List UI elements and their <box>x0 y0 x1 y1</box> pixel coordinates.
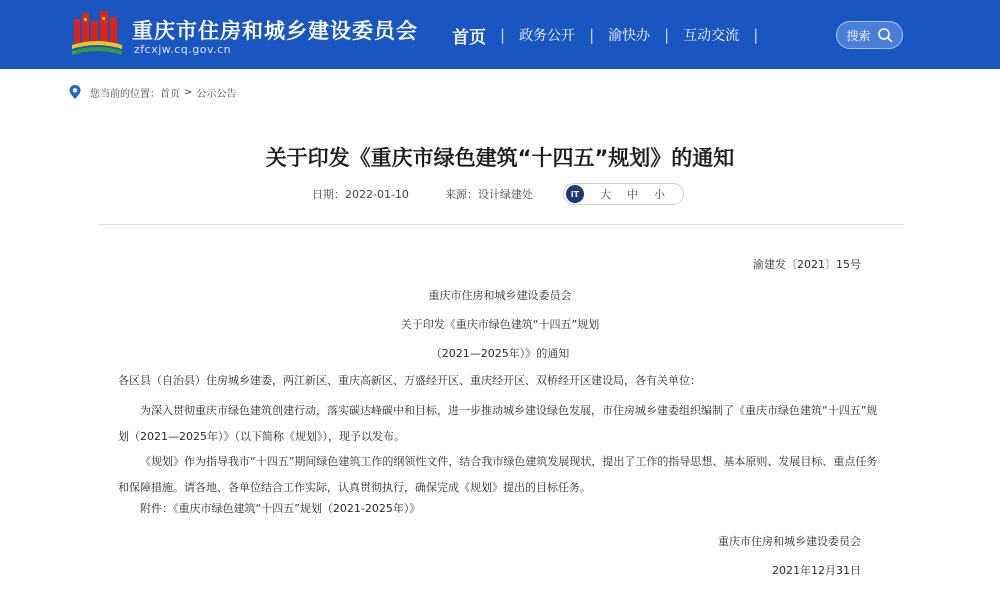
document-issuer: 重庆市住房和城乡建设委员会 <box>428 289 572 302</box>
breadcrumb-home[interactable]: 首页 <box>160 88 180 100</box>
breadcrumb-prefix: 您当前的位置： <box>90 88 160 100</box>
font-size-medium[interactable]: 中 <box>626 188 638 201</box>
document-subtitle-line-1: 关于印发《重庆市绿色建筑“十四五”规划 <box>400 318 600 331</box>
publish-date: 日期：2022-01-10 <box>312 188 409 201</box>
font-size-large[interactable]: 大 <box>599 188 611 201</box>
nav-separator: | <box>664 26 670 44</box>
search-button[interactable] <box>836 21 903 49</box>
nav-separator: | <box>753 26 759 44</box>
article-source: 来源：设计绿建处 <box>444 188 533 201</box>
breadcrumb-separator: > <box>184 86 193 98</box>
nav-separator: | <box>589 26 595 44</box>
nav-home[interactable]: 首页 <box>452 27 486 48</box>
search-label: 搜索 <box>846 28 871 43</box>
document-attachment: 附件：《重庆市绿色建筑“十四五”规划（2021-2025年）》 <box>140 502 421 515</box>
breadcrumb-announcements[interactable]: 公示公告 <box>196 88 237 100</box>
document-paragraph-1: 为深入贯彻重庆市绿色建筑创建行动，落实碳达峰碳中和目标，进一步推动城乡建设绿色发展，市住房城乡建委组织编制了《重庆市绿色建筑“十四五”规划（2021—2025年）》（以下简称《规划》），现予以发布。 <box>118 404 878 443</box>
divider <box>98 224 904 225</box>
nav-interaction[interactable]: 互动交流 <box>683 28 740 44</box>
search-icon <box>877 27 893 43</box>
document-sign-date: 2021年12月31日 <box>772 564 861 577</box>
main-nav <box>452 22 772 48</box>
location-pin-icon <box>68 84 82 100</box>
font-size-switcher <box>563 183 684 205</box>
site-domain: zfcxjw.cq.gov.cn <box>134 43 232 56</box>
document-subtitle-line-2: （2021—2025年）》的通知 <box>430 347 570 360</box>
font-size-icon: iT <box>566 185 584 203</box>
article-title: 关于印发《重庆市绿色建筑“十四五”规划》的通知 <box>265 146 735 170</box>
site-title[interactable]: 重庆市住房和城乡建设委员会 <box>132 19 418 43</box>
document-addressee: 各区县（自治县）住房城乡建委，两江新区、重庆高新区、万盛经开区、重庆经开区、双桥经开区建设局，各有关单位： <box>118 374 701 387</box>
logo-emblem-icon[interactable] <box>70 9 124 59</box>
article-meta <box>312 183 684 205</box>
document-paragraph-2: 《规划》作为指导我市“十四五”期间绿色建筑工作的纲领性文件，结合我市绿色建筑发展现状，提出了工作的指导思想、基本原则、发展目标、重点任务和保障措施。请各地、各单位结合工作实际，认真贯彻执行，确保完成《规划》提出的目标任务。 <box>118 455 878 494</box>
document-number: 渝建发〔2021〕15号 <box>753 258 861 271</box>
font-size-small[interactable]: 小 <box>653 188 665 201</box>
site-header <box>0 0 1000 69</box>
nav-yukuaiban[interactable]: 渝快办 <box>608 28 651 44</box>
nav-government-affairs[interactable]: 政务公开 <box>519 28 576 44</box>
nav-separator: | <box>500 26 506 44</box>
document-signature: 重庆市住房和城乡建设委员会 <box>718 535 861 548</box>
breadcrumb <box>68 84 236 100</box>
